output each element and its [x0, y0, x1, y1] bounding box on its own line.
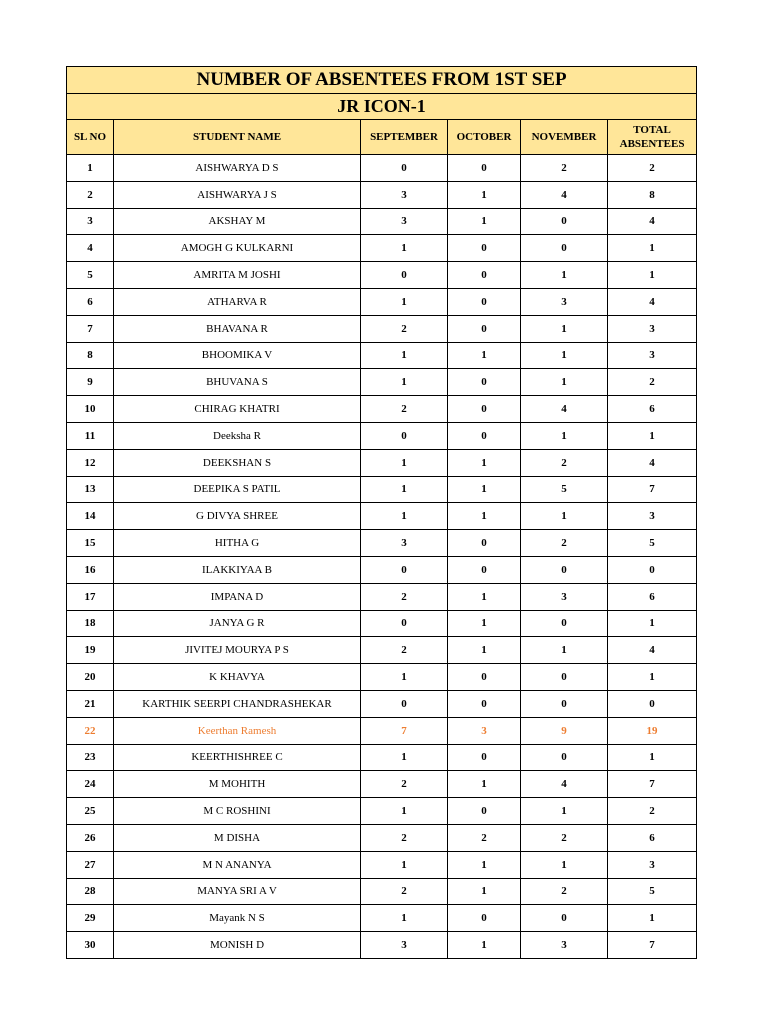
total-absentees-cell: 2 — [608, 369, 697, 396]
november-cell: 0 — [521, 744, 608, 771]
student-name-cell: Keerthan Ramesh — [114, 717, 361, 744]
table-row — [67, 476, 697, 503]
total-absentees-cell: 7 — [608, 476, 697, 503]
total-absentees-cell: 6 — [608, 583, 697, 610]
total-absentees-cell: 4 — [608, 288, 697, 315]
september-cell: 0 — [361, 556, 448, 583]
student-name-cell: Deeksha R — [114, 422, 361, 449]
sl-no-cell: 11 — [67, 422, 114, 449]
october-cell: 1 — [448, 449, 521, 476]
class-subtitle: JR ICON-1 — [67, 94, 697, 120]
student-name-cell: JANYA G R — [114, 610, 361, 637]
total-absentees-cell: 6 — [608, 396, 697, 423]
september-cell: 1 — [361, 905, 448, 932]
total-absentees-cell: 7 — [608, 932, 697, 959]
october-cell: 1 — [448, 208, 521, 235]
november-cell: 0 — [521, 690, 608, 717]
november-cell: 1 — [521, 342, 608, 369]
student-name-cell: M MOHITH — [114, 771, 361, 798]
total-absentees-cell: 1 — [608, 235, 697, 262]
student-name-cell: K KHAVYA — [114, 664, 361, 691]
november-cell: 2 — [521, 155, 608, 182]
sl-no-cell: 18 — [67, 610, 114, 637]
student-name-cell: KARTHIK SEERPI CHANDRASHEKAR — [114, 690, 361, 717]
sl-no-cell: 2 — [67, 181, 114, 208]
october-cell: 0 — [448, 798, 521, 825]
september-cell: 1 — [361, 664, 448, 691]
total-absentees-cell: 3 — [608, 315, 697, 342]
student-name-cell: HITHA G — [114, 530, 361, 557]
table-row — [67, 744, 697, 771]
table-row — [67, 235, 697, 262]
october-cell: 0 — [448, 262, 521, 289]
october-cell: 1 — [448, 771, 521, 798]
table-row — [67, 449, 697, 476]
sl-no-cell: 16 — [67, 556, 114, 583]
sl-no-cell: 22 — [67, 717, 114, 744]
november-cell: 0 — [521, 235, 608, 262]
november-cell: 3 — [521, 932, 608, 959]
student-name-cell: G DIVYA SHREE — [114, 503, 361, 530]
header-november: NOVEMBER — [521, 120, 608, 155]
november-cell: 1 — [521, 369, 608, 396]
november-cell: 1 — [521, 503, 608, 530]
sl-no-cell: 24 — [67, 771, 114, 798]
september-cell: 3 — [361, 530, 448, 557]
total-absentees-cell: 5 — [608, 878, 697, 905]
october-cell: 0 — [448, 530, 521, 557]
student-name-cell: AISHWARYA D S — [114, 155, 361, 182]
total-absentees-cell: 4 — [608, 208, 697, 235]
table-row — [67, 771, 697, 798]
total-absentees-cell: 3 — [608, 503, 697, 530]
october-cell: 0 — [448, 422, 521, 449]
september-cell: 1 — [361, 235, 448, 262]
sl-no-cell: 7 — [67, 315, 114, 342]
sl-no-cell: 15 — [67, 530, 114, 557]
table-row — [67, 583, 697, 610]
september-cell: 0 — [361, 690, 448, 717]
november-cell: 2 — [521, 878, 608, 905]
total-absentees-cell: 1 — [608, 262, 697, 289]
october-cell: 1 — [448, 503, 521, 530]
november-cell: 5 — [521, 476, 608, 503]
october-cell: 0 — [448, 690, 521, 717]
november-cell: 1 — [521, 422, 608, 449]
total-absentees-cell: 2 — [608, 155, 697, 182]
student-name-cell: BHOOMIKA V — [114, 342, 361, 369]
october-cell: 1 — [448, 342, 521, 369]
sl-no-cell: 14 — [67, 503, 114, 530]
table-row — [67, 824, 697, 851]
september-cell: 2 — [361, 637, 448, 664]
sl-no-cell: 3 — [67, 208, 114, 235]
student-name-cell: M N ANANYA — [114, 851, 361, 878]
table-row — [67, 342, 697, 369]
table-row — [67, 181, 697, 208]
table-row — [67, 610, 697, 637]
table-row — [67, 717, 697, 744]
table-row — [67, 878, 697, 905]
september-cell: 3 — [361, 181, 448, 208]
november-cell: 2 — [521, 530, 608, 557]
sl-no-cell: 29 — [67, 905, 114, 932]
october-cell: 0 — [448, 744, 521, 771]
absentee-sheet — [66, 66, 696, 959]
sl-no-cell: 9 — [67, 369, 114, 396]
table-row — [67, 503, 697, 530]
student-name-cell: Mayank N S — [114, 905, 361, 932]
table-row — [67, 422, 697, 449]
table-row — [67, 530, 697, 557]
november-cell: 1 — [521, 851, 608, 878]
total-absentees-cell: 19 — [608, 717, 697, 744]
student-name-cell: AKSHAY M — [114, 208, 361, 235]
september-cell: 0 — [361, 422, 448, 449]
november-cell: 1 — [521, 798, 608, 825]
total-absentees-cell: 1 — [608, 664, 697, 691]
student-name-cell: MONISH D — [114, 932, 361, 959]
student-name-cell: M DISHA — [114, 824, 361, 851]
sl-no-cell: 4 — [67, 235, 114, 262]
october-cell: 1 — [448, 851, 521, 878]
october-cell: 3 — [448, 717, 521, 744]
november-cell: 0 — [521, 208, 608, 235]
sl-no-cell: 21 — [67, 690, 114, 717]
sl-no-cell: 8 — [67, 342, 114, 369]
student-name-cell: ILAKKIYAA B — [114, 556, 361, 583]
header-total-absentees: TOTAL ABSENTEES — [608, 120, 697, 155]
october-cell: 2 — [448, 824, 521, 851]
september-cell: 1 — [361, 476, 448, 503]
sl-no-cell: 10 — [67, 396, 114, 423]
november-cell: 3 — [521, 288, 608, 315]
total-absentees-cell: 4 — [608, 449, 697, 476]
november-cell: 3 — [521, 583, 608, 610]
september-cell: 2 — [361, 824, 448, 851]
sl-no-cell: 25 — [67, 798, 114, 825]
september-cell: 2 — [361, 878, 448, 905]
student-name-cell: AISHWARYA J S — [114, 181, 361, 208]
student-name-cell: MANYA SRI A V — [114, 878, 361, 905]
september-cell: 1 — [361, 342, 448, 369]
student-name-cell: ATHARVA R — [114, 288, 361, 315]
header-sl-no: SL NO — [67, 120, 114, 155]
table-body — [67, 155, 697, 959]
total-absentees-cell: 1 — [608, 422, 697, 449]
table-row — [67, 932, 697, 959]
header-october: OCTOBER — [448, 120, 521, 155]
october-cell: 0 — [448, 369, 521, 396]
table-row — [67, 208, 697, 235]
sl-no-cell: 27 — [67, 851, 114, 878]
sl-no-cell: 28 — [67, 878, 114, 905]
october-cell: 1 — [448, 637, 521, 664]
table-row — [67, 664, 697, 691]
september-cell: 3 — [361, 208, 448, 235]
table-row — [67, 851, 697, 878]
student-name-cell: KEERTHISHREE C — [114, 744, 361, 771]
october-cell: 0 — [448, 905, 521, 932]
student-name-cell: BHUVANA S — [114, 369, 361, 396]
student-name-cell: DEEPIKA S PATIL — [114, 476, 361, 503]
total-absentees-cell: 6 — [608, 824, 697, 851]
student-name-cell: IMPANA D — [114, 583, 361, 610]
september-cell: 2 — [361, 583, 448, 610]
november-cell: 0 — [521, 905, 608, 932]
october-cell: 1 — [448, 583, 521, 610]
sl-no-cell: 12 — [67, 449, 114, 476]
student-name-cell: AMOGH G KULKARNI — [114, 235, 361, 262]
total-absentees-cell: 7 — [608, 771, 697, 798]
november-cell: 2 — [521, 449, 608, 476]
sl-no-cell: 5 — [67, 262, 114, 289]
september-cell: 2 — [361, 315, 448, 342]
student-name-cell: AMRITA M JOSHI — [114, 262, 361, 289]
absentee-table — [66, 66, 697, 959]
october-cell: 0 — [448, 315, 521, 342]
september-cell: 0 — [361, 155, 448, 182]
sl-no-cell: 6 — [67, 288, 114, 315]
november-cell: 0 — [521, 610, 608, 637]
table-row — [67, 155, 697, 182]
september-cell: 1 — [361, 851, 448, 878]
november-cell: 1 — [521, 637, 608, 664]
october-cell: 0 — [448, 396, 521, 423]
total-absentees-cell: 8 — [608, 181, 697, 208]
october-cell: 1 — [448, 878, 521, 905]
total-absentees-cell: 4 — [608, 637, 697, 664]
october-cell: 0 — [448, 664, 521, 691]
november-cell: 4 — [521, 396, 608, 423]
total-absentees-cell: 0 — [608, 556, 697, 583]
september-cell: 1 — [361, 369, 448, 396]
total-absentees-cell: 3 — [608, 851, 697, 878]
november-cell: 2 — [521, 824, 608, 851]
september-cell: 0 — [361, 610, 448, 637]
total-absentees-cell: 1 — [608, 610, 697, 637]
october-cell: 0 — [448, 235, 521, 262]
sl-no-cell: 13 — [67, 476, 114, 503]
sl-no-cell: 17 — [67, 583, 114, 610]
september-cell: 1 — [361, 288, 448, 315]
october-cell: 1 — [448, 476, 521, 503]
september-cell: 2 — [361, 396, 448, 423]
november-cell: 0 — [521, 664, 608, 691]
table-row — [67, 690, 697, 717]
total-absentees-cell: 2 — [608, 798, 697, 825]
september-cell: 1 — [361, 798, 448, 825]
table-row — [67, 396, 697, 423]
october-cell: 1 — [448, 181, 521, 208]
november-cell: 1 — [521, 262, 608, 289]
september-cell: 3 — [361, 932, 448, 959]
november-cell: 4 — [521, 181, 608, 208]
sl-no-cell: 26 — [67, 824, 114, 851]
total-absentees-cell: 3 — [608, 342, 697, 369]
total-absentees-cell: 1 — [608, 744, 697, 771]
october-cell: 1 — [448, 932, 521, 959]
student-name-cell: M C ROSHINI — [114, 798, 361, 825]
october-cell: 1 — [448, 610, 521, 637]
sl-no-cell: 30 — [67, 932, 114, 959]
september-cell: 1 — [361, 744, 448, 771]
november-cell: 4 — [521, 771, 608, 798]
student-name-cell: CHIRAG KHATRI — [114, 396, 361, 423]
sheet-title: NUMBER OF ABSENTEES FROM 1ST SEP — [67, 67, 697, 94]
october-cell: 0 — [448, 288, 521, 315]
september-cell: 0 — [361, 262, 448, 289]
table-row — [67, 556, 697, 583]
september-cell: 1 — [361, 503, 448, 530]
table-row — [67, 262, 697, 289]
student-name-cell: BHAVANA R — [114, 315, 361, 342]
september-cell: 7 — [361, 717, 448, 744]
november-cell: 9 — [521, 717, 608, 744]
student-name-cell: JIVITEJ MOURYA P S — [114, 637, 361, 664]
header-student-name: STUDENT NAME — [114, 120, 361, 155]
sl-no-cell: 23 — [67, 744, 114, 771]
table-row — [67, 905, 697, 932]
total-absentees-cell: 0 — [608, 690, 697, 717]
october-cell: 0 — [448, 556, 521, 583]
november-cell: 0 — [521, 556, 608, 583]
table-row — [67, 315, 697, 342]
sl-no-cell: 1 — [67, 155, 114, 182]
total-absentees-cell: 1 — [608, 905, 697, 932]
november-cell: 1 — [521, 315, 608, 342]
sl-no-cell: 19 — [67, 637, 114, 664]
september-cell: 2 — [361, 771, 448, 798]
column-header-row — [67, 120, 697, 155]
table-row — [67, 798, 697, 825]
header-september: SEPTEMBER — [361, 120, 448, 155]
sl-no-cell: 20 — [67, 664, 114, 691]
october-cell: 0 — [448, 155, 521, 182]
student-name-cell: DEEKSHAN S — [114, 449, 361, 476]
table-row — [67, 637, 697, 664]
table-row — [67, 369, 697, 396]
september-cell: 1 — [361, 449, 448, 476]
total-absentees-cell: 5 — [608, 530, 697, 557]
table-row — [67, 288, 697, 315]
